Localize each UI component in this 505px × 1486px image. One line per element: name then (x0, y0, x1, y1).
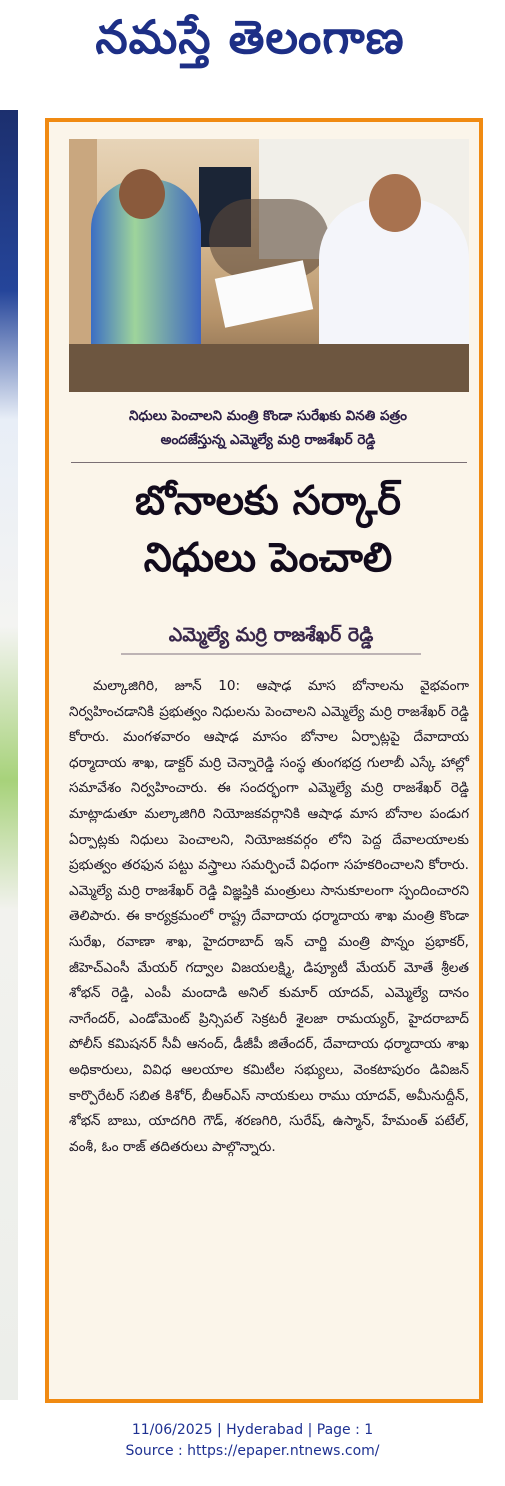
footer-source-link[interactable]: Source : https://epaper.ntnews.com/ (125, 1443, 380, 1459)
caption-divider (71, 462, 467, 463)
adjacent-page-strip (0, 110, 18, 1400)
photo-caption (59, 404, 477, 452)
article-clipping (45, 118, 483, 1403)
photo-caption-line-2: అందజేస్తున్న ఎమ్మెల్యే మర్రి రాజశేఖర్ రెడ్డి (160, 432, 376, 448)
article-body: మల్కాజిగిరి, జూన్ 10: ఆషాఢ మాస బోనాలను వైభవంగా నిర్వహించడానికి ప్రభుత్వం నిధులను పెంచాలని ఎమ్మెల్యే మర్రి రాజశేఖర్ రెడ్డి కోరారు. మంగళవారం ఆషాఢ మాసం బోనాల ఏర్పాట్లపై దేవాదాయ ధర్మాదాయ శాఖ, డాక్టర్ మర్రి చెన్నారెడ్డి సంస్థ తుంగభద్ర గులాబీ ఎస్కే హాల్లో సమావేశం నిర్వహించారు. ఈ సందర్భంగా ఎమ్మెల్యే మర్రి రాజశేఖర్ రెడ్డి మాట్లాడుతూ మల్కాజిగిరి నియోజకవర్గానికి ఆషాఢ మాస బోనాల పండుగ ఏర్పాట్లకు నిధులు పెంచాలని, నియోజకవర్గం లోని పెద్ద దేవాలయాలకు ప్రభుత్వం తరఫున పట్టు వస్త్రాలు సమర్పించే విధంగా సహకరించాలని కోరారు. ఎమ్మెల్యే మర్రి రాజశేఖర్ రెడ్డి విజ్ఞప్తికి మంత్రులు సానుకూలంగా స్పందించారని తెలిపారు. ఈ కార్యక్రమంలో రాష్ట్ర దేవాదాయ ధర్మాదాయ శాఖ మంత్రి కొండా సురేఖ, రవాణా శాఖ, హైదరాబాద్ ఇన్ చార్జి మంత్రి పొన్నం ప్రభాకర్, జీహెచ్ఎంసీ మేయర్ గద్వాల విజయలక్ష్మి, డిప్యూటీ మేయర్ మోతే శ్రీలత శోభన్ రెడ్డి, ఎంపీ మందాడి అనిల్ కుమార్ యాదవ్, ఎమ్మెల్యే దానం నాగేందర్, ఎండోమెంట్ ప్రిన్సిపల్ సెక్రటరీ శైలజా రామయ్యర్, హైదరాబాద్ పోలీస్ కమిషనర్ సీవీ ఆనంద్, డీజీపీ జితేందర్, దేవాదాయ ధర్మాదాయ శాఖ అధికారులు, వివిధ ఆలయాల కమిటీల సభ్యులు, వెంకటాపురం డివిజన్ కార్పొరేటర్ సబిత కిశోర్, బీఆర్ఎస్ నాయకులు రాము యాదవ్, అమీనుద్దీన్, శోభన్ బాబు, యాదగిరి గౌడ్, శరణగిరి, సురేష్, ఉస్మాన్, హేమంత్ పటేల్, వంశీ, ఓం రాజ్ తదితరులు పాల్గొన్నారు. (69, 678, 469, 1155)
news-photo (69, 139, 469, 392)
photo-caption-line-1: నిధులు పెంచాలని మంత్రి కొండా సురేఖకు వినతి పత్రం (129, 408, 407, 424)
footer-date-line: 11/06/2025 | Hyderabad | Page : 1 (131, 1422, 374, 1438)
headline (54, 472, 482, 586)
masthead-logo: నమస్తే తెలంగాణ (95, 10, 405, 64)
headline-line-1: బోనాలకు సర్కార్ (135, 477, 401, 524)
headline-line-2: నిధులు పెంచాలి (143, 534, 393, 581)
subheadline: ఎమ్మెల్యే మర్రి రాజశేఖర్ రెడ్డి (121, 617, 421, 655)
page-footer (0, 1420, 505, 1462)
